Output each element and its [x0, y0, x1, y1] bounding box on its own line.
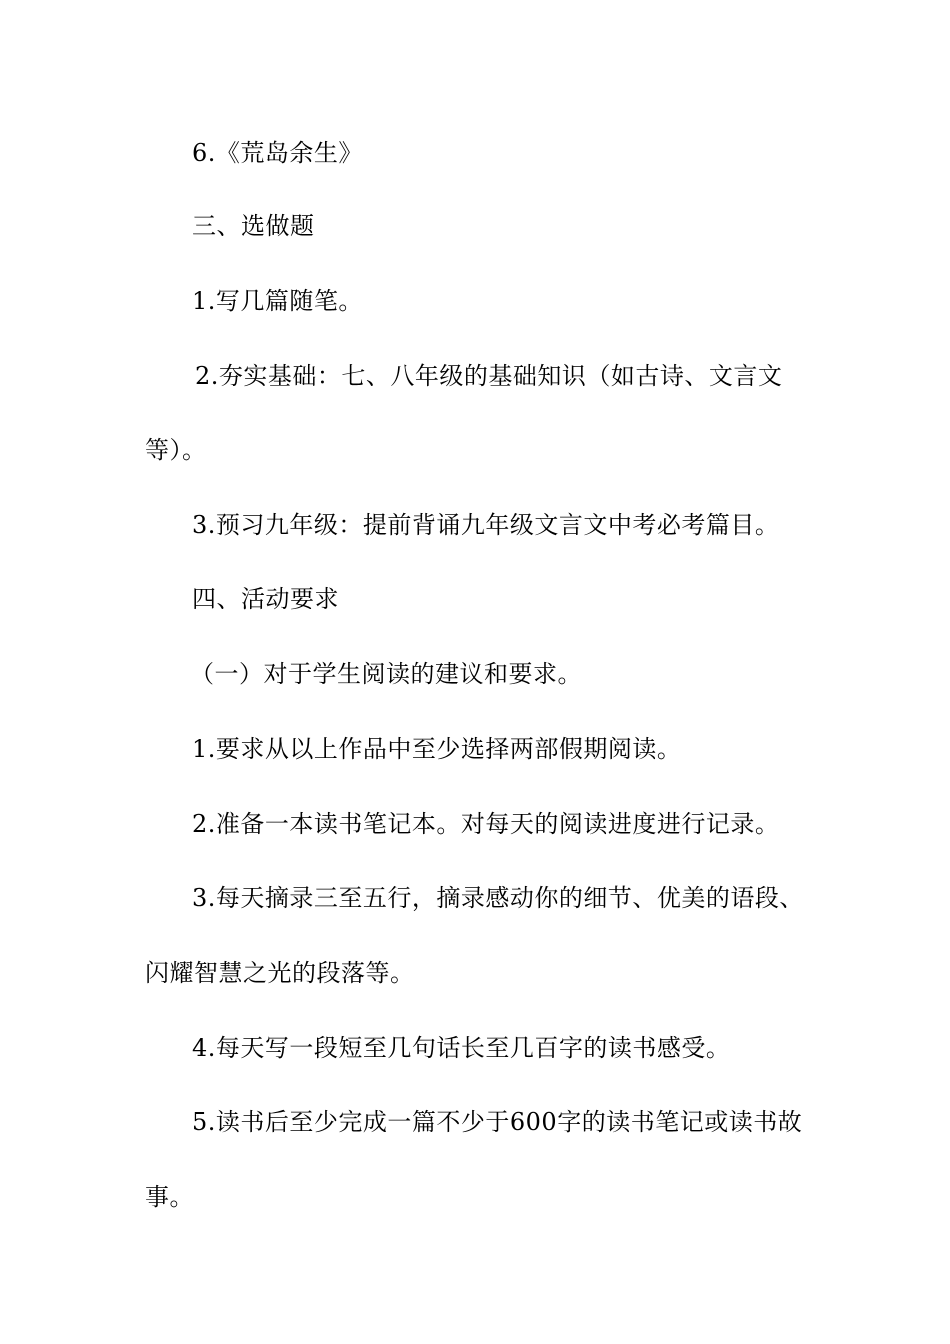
- requirement-3-line-1: 3.每天摘录三至五行，摘录感动你的细节、优美的语段、: [192, 884, 804, 912]
- requirement-5-line-2: 事。: [145, 1183, 194, 1211]
- requirement-2: 2.准备一本读书笔记本。对每天的阅读进度进行记录。: [192, 810, 780, 838]
- section-heading-activity-requirements: 四、活动要求: [192, 585, 339, 613]
- optional-task-2-line-2: 等）。: [145, 436, 207, 464]
- requirement-4: 4.每天写一段短至几句话长至几百字的读书感受。: [192, 1034, 731, 1062]
- optional-task-1: 1.写几篇随笔。: [192, 287, 363, 315]
- requirement-5-line-1: 5.读书后至少完成一篇不少于600字的读书笔记或读书故: [192, 1108, 803, 1136]
- requirement-1: 1.要求从以上作品中至少选择两部假期阅读。: [192, 735, 682, 763]
- subsection-heading-reading-advice: （一）对于学生阅读的建议和要求。: [190, 660, 582, 688]
- optional-task-3: 3.预习九年级：提前背诵九年级文言文中考必考篇目。: [192, 511, 780, 539]
- requirement-3-line-2: 闪耀智慧之光的段落等。: [145, 959, 415, 987]
- list-item-book-6: 6.《荒岛余生》: [192, 139, 363, 167]
- section-heading-optional-tasks: 三、选做题: [192, 212, 315, 240]
- optional-task-2-line-1: 2.夯实基础：七、八年级的基础知识（如古诗、文言文: [195, 362, 783, 390]
